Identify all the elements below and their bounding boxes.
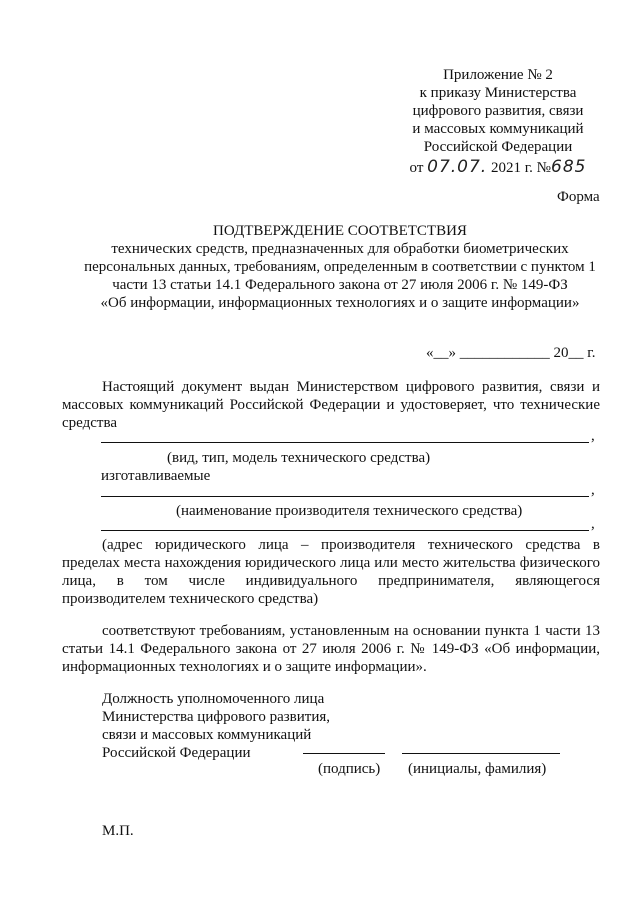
manufacturer-blank-line [101,496,589,497]
subtitle-line-1: технических средств, предназначенных для обработки биометрических [111,241,569,257]
subtitle-line-2: персональных данных, требованиям, определенным в соответствии с пунктом 1 [84,259,596,275]
signatory-position-line-3: связи и массовых коммуникаций [102,727,312,743]
appendix-ministry-line-2: и массовых коммуникаций [412,121,584,137]
appendix-block [398,66,598,176]
signature-caption: (подпись) [318,761,381,777]
address-blank-line [101,530,589,531]
appendix-number: Приложение № 2 [443,67,553,83]
handwritten-date: 07.07. [427,157,488,177]
name-blank-line [402,753,560,754]
document-title: ПОДТВЕРЖДЕНИЕ СООТВЕТСТВИЯ [213,223,467,239]
subtitle-line-4: «Об информации, информационных технологиях и о защите информации» [100,295,580,311]
signatory-position-line-4: Российской Федерации [102,745,251,761]
address-caption: (адрес юридического лица – производителя технического средства в пределах места нахождения юридического лица или место жительства физического лица, в том числе индивидуального предпринимателя, являющегося производителем технического средства) [62,537,600,607]
manufacturer-caption: (наименование производителя технического средства) [176,503,523,519]
appendix-federation: Российской Федерации [423,139,573,155]
form-label: Форма [557,189,600,205]
subtitle-line-3: части 13 статьи 14.1 Федерального закона от 27 июля 2006 г. № 149-ФЗ [112,277,568,293]
stamp-place-label: М.П. [102,823,134,839]
manufactured-label: изготавливаемые [101,468,211,484]
device-blank-line [101,442,589,443]
appendix-order-ref: к приказу Министерства [419,85,577,101]
address-line-comma: , [591,516,595,532]
name-caption: (инициалы, фамилия) [408,761,547,777]
manufacturer-line-comma: , [591,482,595,498]
date-day-blank: «__» [426,345,456,361]
signatory-position-line-2: Министерства цифрового развития, [102,709,331,725]
intro-paragraph: Настоящий документ выдан Министерством цифрового развития, связи и массовых коммуникаций Российской Федерации и удостоверяет, что технические средства [62,379,600,431]
date-year-blank: 20__ г. [553,345,596,361]
date-prefix: от [409,160,424,176]
date-month-blank: ____________ [459,345,550,361]
date-year: 2021 г. № [490,160,551,176]
date-field [426,344,595,362]
conformity-paragraph: соответствуют требованиям, установленным на основании пункта 1 части 13 статьи 14.1 Федерального закона от 27 июля 2006 г. № 149-ФЗ «Об информации, информационных технологиях и о защите информации». [62,623,600,675]
device-line-comma: , [591,428,595,444]
device-caption: (вид, тип, модель технического средства) [167,450,431,466]
appendix-date-line [398,158,598,176]
signature-blank-line [303,753,385,754]
handwritten-order-number: 685 [551,157,587,177]
appendix-ministry-line: цифрового развития, связи [412,103,584,119]
signatory-position-line-1: Должность уполномоченного лица [102,691,325,707]
